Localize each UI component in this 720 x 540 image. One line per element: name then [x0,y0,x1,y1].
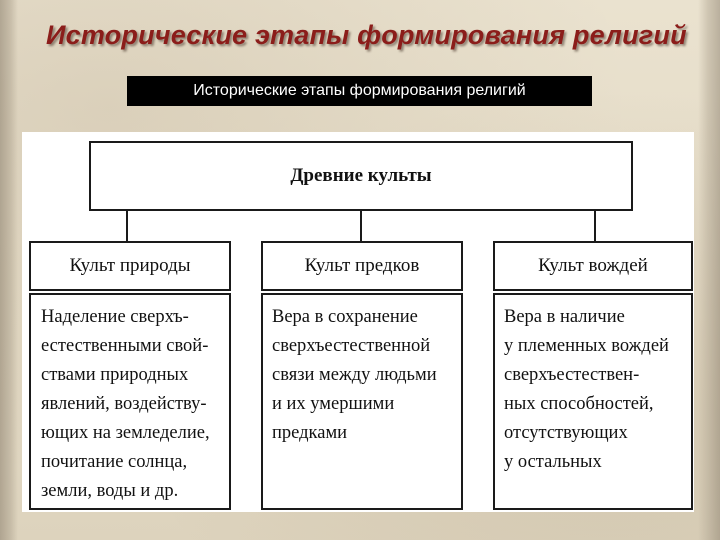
slide-title: Исторические этапы формирования религий [46,20,687,50]
paper-edge-right [698,0,720,540]
root-label: Древние культы [290,165,432,186]
paper-edge-left [0,0,18,540]
heading-chiefs: Культ вождей [538,255,648,276]
heading-nature: Культ природы [69,255,191,276]
diagram [22,132,694,512]
description-chiefs: Вера в наличие у племенных вождей сверхъестествен- ных способностей, отсутствующих у остальных [504,307,669,472]
description-nature: Наделение сверхъ- естественными свой- ствами природных явлений, воздейству- ющих на земледелие, почитание солнца, земли, воды и др. [41,307,210,501]
heading-ancestors: Культ предков [304,255,420,276]
subtitle-bar: Исторические этапы формирования религий [127,76,592,106]
description-ancestors: Вера в сохранение сверхъестественной связи между людьми и их умершими предками [272,307,437,443]
